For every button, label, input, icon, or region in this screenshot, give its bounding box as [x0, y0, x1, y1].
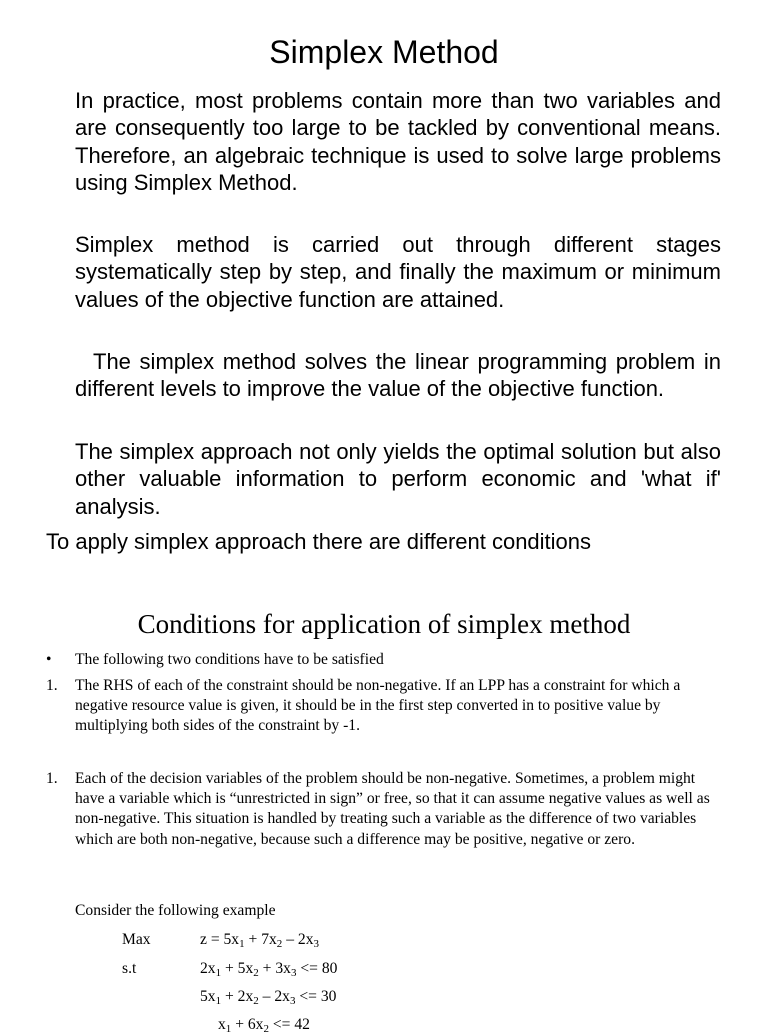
paragraph-intro: In practice, most problems contain more than two variables and are consequently too large to be tackled by conventional means. Therefore, an algebraic technique is used to solve large problems using Simplex Method. [75, 88, 721, 196]
apply-conditions-text: To apply simplex approach there are different conditions [46, 529, 592, 554]
constraint-1: $2x_1 + 5x_2 + 3x_3 <= 80$ [200, 960, 338, 979]
example-intro: Consider the following example [75, 902, 276, 919]
condition-item-variables [46, 769, 726, 850]
bullet-item [46, 650, 726, 670]
bullet-text: The following two conditions have to be satisfied [75, 651, 384, 668]
st-label: s.t [122, 960, 137, 977]
paragraph-levels: The simplex method solves the linear programming problem in different levels to improve the value of the objective function. [75, 349, 721, 402]
condition-marker: 1. [46, 770, 58, 787]
page-title: Simplex Method [269, 34, 499, 70]
condition-text: The RHS of each of the constraint should be non-negative. If an LPP has a constraint for which a negative resource value is given, it should be in the first step converted in to positive value by multiplying both sides of the constraint by -1. [75, 677, 681, 735]
paragraph-approach: The simplex approach not only yields the optimal solution but also other valuable information to perform economic and 'what if' analysis. [75, 439, 721, 519]
bullet-marker: • [46, 651, 52, 668]
max-label: Max [122, 931, 151, 948]
condition-item-rhs [46, 676, 726, 737]
conditions-heading: Conditions for application of simplex method [137, 609, 631, 639]
constraint-2: $5x_1 + 2x_2 - 2x_3 <= 30$ [200, 988, 337, 1007]
objective-function: $z = 5x_1 + 7x_2 - 2x_3$ [200, 931, 319, 950]
condition-text: Each of the decision variables of the problem should be non-negative. Sometimes, a problem might have a variable which is “unrestricted in sign” or free, so that it can assume negative values as well as non-negative. This situation is handled by treating such a variable as the difference of two variables which are both non-negative, because such a difference may be positive, negative or zero. [75, 770, 710, 848]
constraint-3: $x_1 + 6x_2 <= 42$ [218, 1016, 310, 1035]
condition-marker: 1. [46, 677, 58, 694]
paragraph-stages: Simplex method is carried out through different stages systematically step by step, and finally the maximum or minimum values of the objective function are attained. [75, 232, 721, 312]
